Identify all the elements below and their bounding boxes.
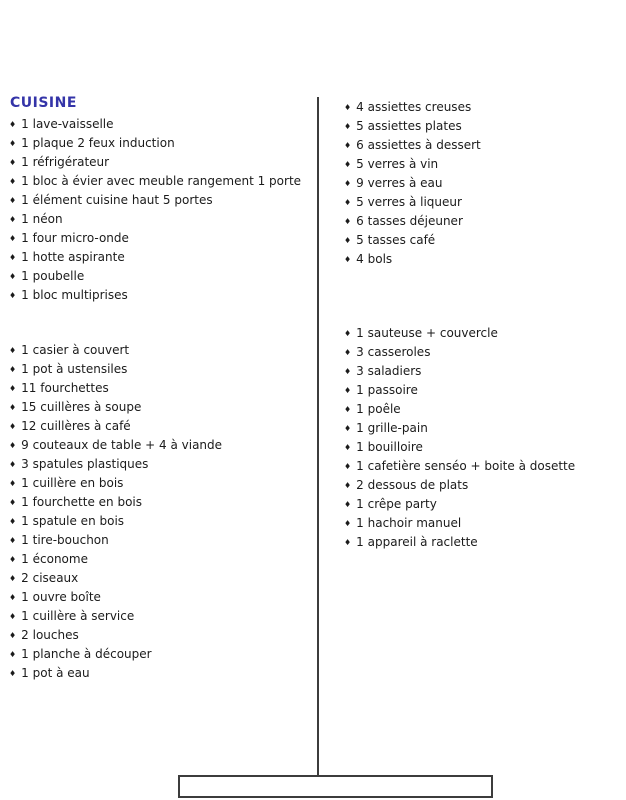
diamond-bullet-icon: ♦ bbox=[344, 197, 352, 207]
item-label: 1 élément cuisine haut 5 portes bbox=[21, 193, 213, 207]
item-label: 1 bloc à évier avec meuble rangement 1 porte bbox=[21, 174, 302, 188]
item-label: 1 hotte aspirante bbox=[21, 250, 125, 264]
list-item bbox=[9, 267, 301, 286]
list-item bbox=[9, 172, 301, 191]
list-item bbox=[9, 417, 222, 436]
item-label: 5 assiettes plates bbox=[356, 119, 462, 133]
list-item bbox=[9, 115, 301, 134]
diamond-bullet-icon: ♦ bbox=[344, 178, 352, 188]
list-item bbox=[9, 436, 222, 455]
list-item bbox=[344, 476, 575, 495]
diamond-bullet-icon: ♦ bbox=[9, 119, 17, 129]
list-item bbox=[9, 191, 301, 210]
list-item bbox=[344, 174, 481, 193]
diamond-bullet-icon: ♦ bbox=[9, 383, 17, 393]
item-label: 1 cafetière senséo + boite à dosette bbox=[356, 459, 576, 473]
item-label: 2 dessous de plats bbox=[356, 478, 469, 492]
item-label: 1 hachoir manuel bbox=[356, 516, 462, 530]
list-item bbox=[344, 419, 575, 438]
list-item bbox=[344, 400, 575, 419]
diamond-bullet-icon: ♦ bbox=[9, 535, 17, 545]
item-label: 2 ciseaux bbox=[21, 571, 79, 585]
item-label: 3 spatules plastiques bbox=[21, 457, 149, 471]
page-title: CUISINE bbox=[10, 95, 77, 111]
list-item bbox=[344, 324, 575, 343]
item-label: 6 tasses déjeuner bbox=[356, 214, 463, 228]
item-label: 5 verres à liqueur bbox=[356, 195, 462, 209]
item-label: 1 bloc multiprises bbox=[21, 288, 128, 302]
diamond-bullet-icon: ♦ bbox=[9, 138, 17, 148]
diamond-bullet-icon: ♦ bbox=[9, 649, 17, 659]
item-label: 9 verres à eau bbox=[356, 176, 443, 190]
list-item bbox=[9, 455, 222, 474]
list-item bbox=[9, 664, 222, 683]
list-item bbox=[344, 212, 481, 231]
list-item bbox=[344, 193, 481, 212]
item-label: 1 pot à ustensiles bbox=[21, 362, 128, 376]
item-label: 3 casseroles bbox=[356, 345, 431, 359]
list-item bbox=[344, 343, 575, 362]
item-label: 2 louches bbox=[21, 628, 79, 642]
diamond-bullet-icon: ♦ bbox=[344, 254, 352, 264]
item-label: 1 passoire bbox=[356, 383, 418, 397]
item-label: 12 cuillères à café bbox=[21, 419, 131, 433]
list-tableware bbox=[344, 98, 481, 269]
diamond-bullet-icon: ♦ bbox=[344, 102, 352, 112]
diamond-bullet-icon: ♦ bbox=[344, 385, 352, 395]
item-label: 1 cuillère en bois bbox=[21, 476, 124, 490]
list-kitchen-utensils bbox=[9, 341, 222, 683]
list-item bbox=[344, 362, 575, 381]
diamond-bullet-icon: ♦ bbox=[9, 497, 17, 507]
item-label: 1 néon bbox=[21, 212, 63, 226]
item-label: 6 assiettes à dessert bbox=[356, 138, 481, 152]
item-label: 9 couteaux de table + 4 à viande bbox=[21, 438, 223, 452]
diamond-bullet-icon: ♦ bbox=[9, 421, 17, 431]
diamond-bullet-icon: ♦ bbox=[9, 611, 17, 621]
list-item bbox=[344, 250, 481, 269]
footer-empty-box bbox=[178, 775, 493, 798]
list-item bbox=[9, 360, 222, 379]
list-item bbox=[9, 229, 301, 248]
list-item bbox=[9, 341, 222, 360]
diamond-bullet-icon: ♦ bbox=[9, 214, 17, 224]
list-item bbox=[344, 117, 481, 136]
diamond-bullet-icon: ♦ bbox=[344, 159, 352, 169]
diamond-bullet-icon: ♦ bbox=[344, 366, 352, 376]
item-label: 1 économe bbox=[21, 552, 88, 566]
diamond-bullet-icon: ♦ bbox=[344, 121, 352, 131]
item-label: 15 cuillères à soupe bbox=[21, 400, 142, 414]
list-item bbox=[9, 379, 222, 398]
list-item bbox=[9, 512, 222, 531]
diamond-bullet-icon: ♦ bbox=[9, 176, 17, 186]
item-label: 1 poubelle bbox=[21, 269, 85, 283]
list-item bbox=[9, 474, 222, 493]
diamond-bullet-icon: ♦ bbox=[9, 271, 17, 281]
diamond-bullet-icon: ♦ bbox=[9, 630, 17, 640]
list-item bbox=[9, 134, 301, 153]
item-label: 11 fourchettes bbox=[21, 381, 109, 395]
list-item bbox=[344, 495, 575, 514]
item-label: 1 pot à eau bbox=[21, 666, 90, 680]
list-item bbox=[9, 550, 222, 569]
item-label: 4 bols bbox=[356, 252, 393, 266]
list-item bbox=[9, 398, 222, 417]
diamond-bullet-icon: ♦ bbox=[344, 518, 352, 528]
diamond-bullet-icon: ♦ bbox=[344, 480, 352, 490]
item-label: 1 four micro-onde bbox=[21, 231, 129, 245]
list-item bbox=[9, 588, 222, 607]
list-item bbox=[9, 626, 222, 645]
diamond-bullet-icon: ♦ bbox=[9, 364, 17, 374]
diamond-bullet-icon: ♦ bbox=[9, 345, 17, 355]
diamond-bullet-icon: ♦ bbox=[9, 554, 17, 564]
diamond-bullet-icon: ♦ bbox=[9, 592, 17, 602]
list-item bbox=[9, 607, 222, 626]
diamond-bullet-icon: ♦ bbox=[344, 537, 352, 547]
item-label: 1 ouvre boîte bbox=[21, 590, 101, 604]
list-item bbox=[9, 531, 222, 550]
diamond-bullet-icon: ♦ bbox=[9, 290, 17, 300]
item-label: 1 spatule en bois bbox=[21, 514, 125, 528]
diamond-bullet-icon: ♦ bbox=[344, 442, 352, 452]
list-item bbox=[344, 136, 481, 155]
diamond-bullet-icon: ♦ bbox=[344, 347, 352, 357]
item-label: 1 appareil à raclette bbox=[356, 535, 478, 549]
item-label: 1 lave-vaisselle bbox=[21, 117, 114, 131]
list-item bbox=[344, 438, 575, 457]
diamond-bullet-icon: ♦ bbox=[344, 404, 352, 414]
list-item bbox=[344, 155, 481, 174]
item-label: 1 grille-pain bbox=[356, 421, 428, 435]
item-label: 5 tasses café bbox=[356, 233, 436, 247]
diamond-bullet-icon: ♦ bbox=[344, 235, 352, 245]
diamond-bullet-icon: ♦ bbox=[9, 233, 17, 243]
diamond-bullet-icon: ♦ bbox=[344, 499, 352, 509]
list-item bbox=[344, 98, 481, 117]
diamond-bullet-icon: ♦ bbox=[344, 140, 352, 150]
list-item bbox=[344, 514, 575, 533]
list-item bbox=[9, 569, 222, 588]
item-label: 1 cuillère à service bbox=[21, 609, 135, 623]
diamond-bullet-icon: ♦ bbox=[9, 402, 17, 412]
diamond-bullet-icon: ♦ bbox=[9, 668, 17, 678]
diamond-bullet-icon: ♦ bbox=[344, 423, 352, 433]
diamond-bullet-icon: ♦ bbox=[9, 573, 17, 583]
diamond-bullet-icon: ♦ bbox=[9, 459, 17, 469]
diamond-bullet-icon: ♦ bbox=[344, 328, 352, 338]
list-item bbox=[9, 493, 222, 512]
list-item bbox=[9, 153, 301, 172]
diamond-bullet-icon: ♦ bbox=[344, 461, 352, 471]
item-label: 5 verres à vin bbox=[356, 157, 439, 171]
list-item bbox=[344, 457, 575, 476]
list-item bbox=[344, 533, 575, 552]
diamond-bullet-icon: ♦ bbox=[9, 440, 17, 450]
list-cookware bbox=[344, 324, 575, 552]
item-label: 1 tire-bouchon bbox=[21, 533, 109, 547]
item-label: 1 sauteuse + couvercle bbox=[356, 326, 498, 340]
list-item bbox=[9, 248, 301, 267]
list-kitchen-appliances bbox=[9, 115, 301, 305]
diamond-bullet-icon: ♦ bbox=[9, 195, 17, 205]
column-divider-line bbox=[317, 97, 319, 775]
item-label: 1 fourchette en bois bbox=[21, 495, 143, 509]
list-item bbox=[344, 381, 575, 400]
diamond-bullet-icon: ♦ bbox=[9, 157, 17, 167]
item-label: 4 assiettes creuses bbox=[356, 100, 472, 114]
list-item bbox=[9, 286, 301, 305]
list-item bbox=[344, 231, 481, 250]
list-item bbox=[9, 210, 301, 229]
diamond-bullet-icon: ♦ bbox=[344, 216, 352, 226]
item-label: 1 poêle bbox=[356, 402, 401, 416]
item-label: 1 casier à couvert bbox=[21, 343, 130, 357]
item-label: 1 plaque 2 feux induction bbox=[21, 136, 175, 150]
diamond-bullet-icon: ♦ bbox=[9, 252, 17, 262]
item-label: 3 saladiers bbox=[356, 364, 422, 378]
item-label: 1 planche à découper bbox=[21, 647, 152, 661]
diamond-bullet-icon: ♦ bbox=[9, 478, 17, 488]
item-label: 1 réfrigérateur bbox=[21, 155, 110, 169]
item-label: 1 crêpe party bbox=[356, 497, 437, 511]
diamond-bullet-icon: ♦ bbox=[9, 516, 17, 526]
item-label: 1 bouilloire bbox=[356, 440, 423, 454]
list-item bbox=[9, 645, 222, 664]
